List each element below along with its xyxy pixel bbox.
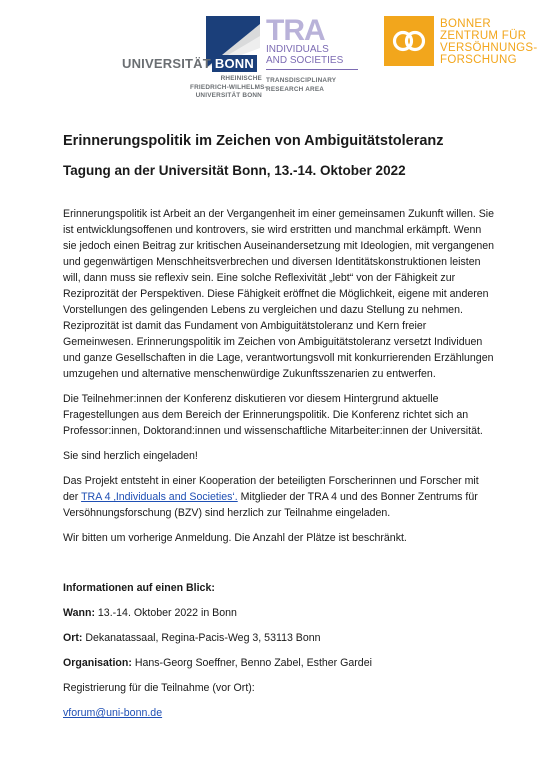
paragraph-participants: Die Teilnehmer:innen der Konferenz diskutieren vor diesem Hintergrund aktuelle Fragestellungen aus dem Bereich der Erinnerungspolitik. Die Konferenz richtet sich an Professor:innen, Doktorand:innen und wissenschaftliche Mitarbeiter:innen der Universität. [63,393,483,437]
bzv-name [440,18,538,66]
info-where-value: Dekanatassaal, Regina-Pacis-Weg 3, 53113 Bonn [82,632,321,644]
university-bonn-logo [122,16,267,111]
info-organisation [63,655,495,671]
tra-logo [266,16,366,111]
tra-subtitle-line: TRANSDISCIPLINARY [266,77,337,84]
paragraph-registration-note: Wir bitten um vorherige Anmeldung. Die Anzahl der Plätze ist beschränkt. [63,532,407,544]
bzv-name-line: VERSÖHNUNGS- [440,42,538,54]
info-when-label: Wann: [63,607,95,619]
tra-subtitle [266,77,336,94]
university-name [122,56,257,71]
university-subtitle-line: FRIEDRICH-WILHELMS- [190,83,267,91]
university-subtitle-line: RHEINISCHE [220,75,262,82]
tra-wordmark: TRA [266,14,325,47]
info-when-value: 13.-14. Oktober 2022 in Bonn [94,607,237,619]
info-when [63,605,495,621]
cooperation-text-after: Mitglieder der TRA 4 und des Bonner Zentrums für Versöhnungsforschung (BZV) sind herzlich zur Teilnahme eingeladen. [63,491,478,519]
tra-divider [266,69,358,70]
bzv-name-line: FORSCHUNG [440,54,517,66]
info-where [63,630,495,646]
paragraph-invitation: Sie sind herzlich eingeladen! [63,450,198,462]
info-org-value: Hans-Georg Soeffner, Benno Zabel, Esther Gardei [131,657,372,669]
bzv-rings-icon [384,16,434,66]
document-subtitle: Tagung an der Universität Bonn, 13.-14. Oktober 2022 [63,163,406,178]
university-subtitle-line: UNIVERSITÄT BONN [195,92,262,99]
bzv-name-line: ZENTRUM FÜR [440,30,527,42]
registration-email-line [63,705,495,721]
document-body [63,206,495,730]
bzv-logo [384,16,544,76]
university-name-text: UNIVERSITÄT [122,56,211,71]
registration-label: Registrierung für die Teilnahme (vor Ort): [63,682,255,694]
cooperation-text: Das Projekt entsteht in einer Kooperation der beteiligten Forscherinnen und Forscher mit der [63,475,479,503]
tra-line-2: AND SOCIETIES [266,55,344,66]
paragraph-intro: Erinnerungspolitik ist Arbeit an der Vergangenheit im einer gemeinsamen Zukunft willen. Sie ist entwicklungsoffenen und kontrovers, sie wird erstritten und manchmal erkämpft. Wenn sie jedoch einen Beitrag zur kritischen Auseinandersetzung mit Ideologien, mit vergangenen und gegenwärtigen Menschheitsverbrechen und diversen Identitätskonstruktionen leisten will, dann muss sie reflexiv sein. Eine solche Reflexivität „lebt“ von der Fähigkeit zur Reziprozität der Perspektiven. Diese Fähigkeit eröffnet die Möglichkeit, eigene mit anderen Vorstellungen des gelingenden Lebens zu vergleichen und dazu Stellung zu nehmen. Reziprozität ist damit das Fundament von Ambiguitätstoleranz und Kern freier Gemeinwesen. Erinnerungspolitik im Zeichen von Ambiguitätstoleranz versetzt Individuen und ganze Gesellschaften in die Lage, verantwortungsvoll mit konkurrierenden Erzählungen umzugehen und alternative menschenwürdige Zukunftsszenarien zu entwerfen. [63,208,495,380]
university-subtitle [190,75,267,101]
document-title: Erinnerungspolitik im Zeichen von Ambiguitätstoleranz [63,133,444,149]
tra-subtitle-line: RESEARCH AREA [266,85,325,93]
bzv-name-line: BONNER [440,18,492,30]
tra-line-1: INDIVIDUALS [266,44,329,55]
logo-header [0,12,547,112]
registration-email-link[interactable]: vforum@uni-bonn.de [63,707,163,719]
tra4-link[interactable]: TRA 4 ‚Individuals and Societies‘. [81,491,238,503]
info-where-label: Ort: [63,632,83,644]
info-heading: Informationen auf einen Blick: [63,582,215,594]
spacer [63,555,495,580]
university-name-bonn: BONN [212,55,257,72]
info-org-label: Organisation: [63,657,132,669]
paragraph-cooperation [63,473,495,521]
